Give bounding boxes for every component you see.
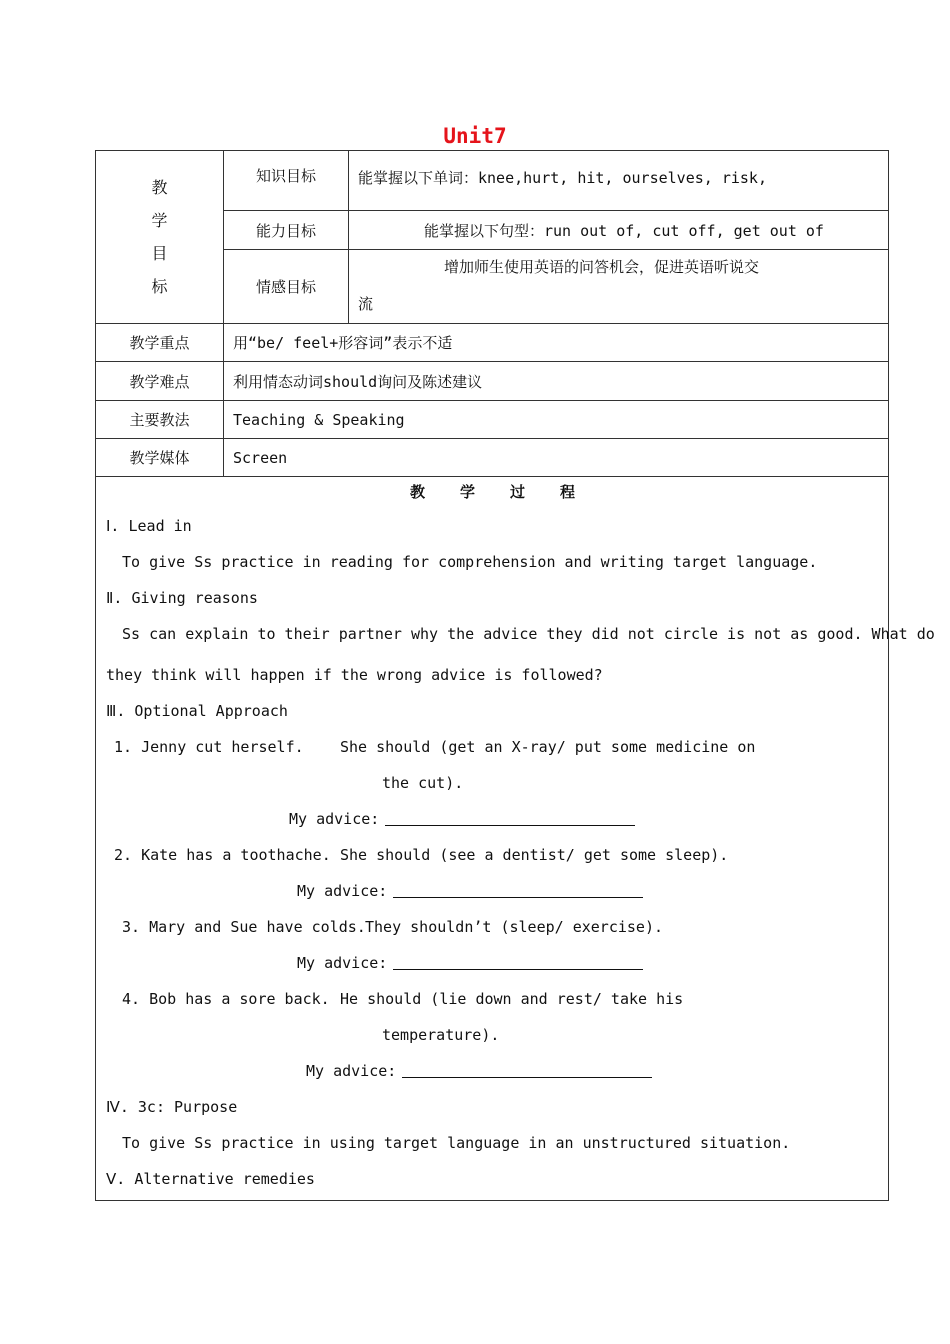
teaching-process	[96, 477, 935, 1200]
objectives-char-1: 教	[151, 178, 168, 197]
my-advice-blank	[385, 811, 635, 826]
item-1-prompt: 1. Jenny cut herself.	[114, 738, 304, 756]
key-point-label: 教学重点	[96, 324, 224, 362]
item-1-advice-cont: the cut).	[382, 774, 464, 792]
item-3-my-advice	[297, 954, 643, 972]
difficulty-label: 教学难点	[96, 362, 224, 401]
item-3-advice: They shouldn’t (sleep/ exercise).	[365, 918, 664, 936]
section-1-text: To give Ss practice in reading for comprehension and writing target language.	[122, 553, 818, 571]
section-3-title: Ⅲ. Optional Approach	[106, 702, 288, 720]
knowledge-goal-label: 知识目标	[224, 151, 349, 211]
difficulty-content: 利用情态动词should询问及陈述建议	[224, 362, 889, 401]
objectives-char-4: 标	[151, 277, 168, 296]
section-4-title: Ⅳ. 3c: Purpose	[106, 1098, 238, 1116]
objectives-group-label	[96, 151, 224, 324]
item-4-advice: He should (lie down and rest/ take his	[340, 990, 684, 1008]
section-4-text: To give Ss practice in using target language in an unstructured situation.	[122, 1134, 791, 1152]
emotion-goal-label: 情感目标	[224, 250, 349, 324]
section-1-title: Ⅰ. Lead in	[106, 517, 192, 535]
method-content: Teaching & Speaking	[224, 401, 889, 439]
my-advice-label: My advice:	[289, 810, 380, 828]
item-4-advice-cont: temperature).	[382, 1026, 500, 1044]
process-heading-char-4: 程	[560, 483, 576, 501]
knowledge-goal-content: 能掌握以下单词：knee,hurt, hit, ourselves, risk,	[349, 151, 889, 211]
process-heading-char-3: 过	[510, 483, 526, 501]
item-4-my-advice	[306, 1062, 652, 1080]
objectives-char-2: 学	[151, 211, 168, 230]
media-content: Screen	[224, 439, 889, 477]
item-2-my-advice	[297, 882, 643, 900]
page-title: Unit7	[443, 124, 507, 148]
media-label: 教学媒体	[96, 439, 224, 477]
process-heading-char-2: 学	[460, 483, 476, 501]
objectives-char-3: 目	[151, 244, 168, 263]
emotion-goal-line-1: 增加师生使用英语的问答机会，促进英语听说交	[444, 257, 760, 276]
method-label: 主要教法	[96, 401, 224, 439]
my-advice-blank	[393, 955, 643, 970]
section-2-text-line-1: Ss can explain to their partner why the advice they did not circle is not as good. What do	[122, 625, 935, 643]
my-advice-label: My advice:	[297, 882, 388, 900]
my-advice-label: My advice:	[306, 1062, 397, 1080]
my-advice-label: My advice:	[297, 954, 388, 972]
emotion-goal-content	[349, 250, 889, 324]
item-2-advice: She should (see a dentist/ get some sleep).	[340, 846, 729, 864]
emotion-goal-line-2: 流	[358, 294, 374, 313]
ability-goal-label: 能力目标	[224, 211, 349, 250]
section-5-title: Ⅴ. Alternative remedies	[106, 1170, 315, 1188]
item-3-prompt: 3. Mary and Sue have colds.	[122, 918, 366, 936]
key-point-content: 用“be/ feel+形容词”表示不适	[224, 324, 889, 362]
item-1-my-advice	[289, 810, 635, 828]
process-heading-char-1: 教	[410, 483, 426, 501]
item-1-advice: She should (get an X-ray/ put some medicine on	[340, 738, 756, 756]
my-advice-blank	[402, 1063, 652, 1078]
section-2-text-line-2: they think will happen if the wrong advice is followed?	[106, 666, 603, 684]
my-advice-blank	[393, 883, 643, 898]
item-4-prompt: 4. Bob has a sore back.	[122, 990, 330, 1008]
item-2-prompt: 2. Kate has a toothache.	[114, 846, 331, 864]
section-2-title: Ⅱ. Giving reasons	[106, 589, 258, 607]
teaching-process-cell	[96, 477, 935, 1201]
lesson-plan-table	[95, 150, 935, 1201]
ability-goal-content: 能掌握以下句型：run out of, cut off, get out of	[349, 211, 889, 250]
